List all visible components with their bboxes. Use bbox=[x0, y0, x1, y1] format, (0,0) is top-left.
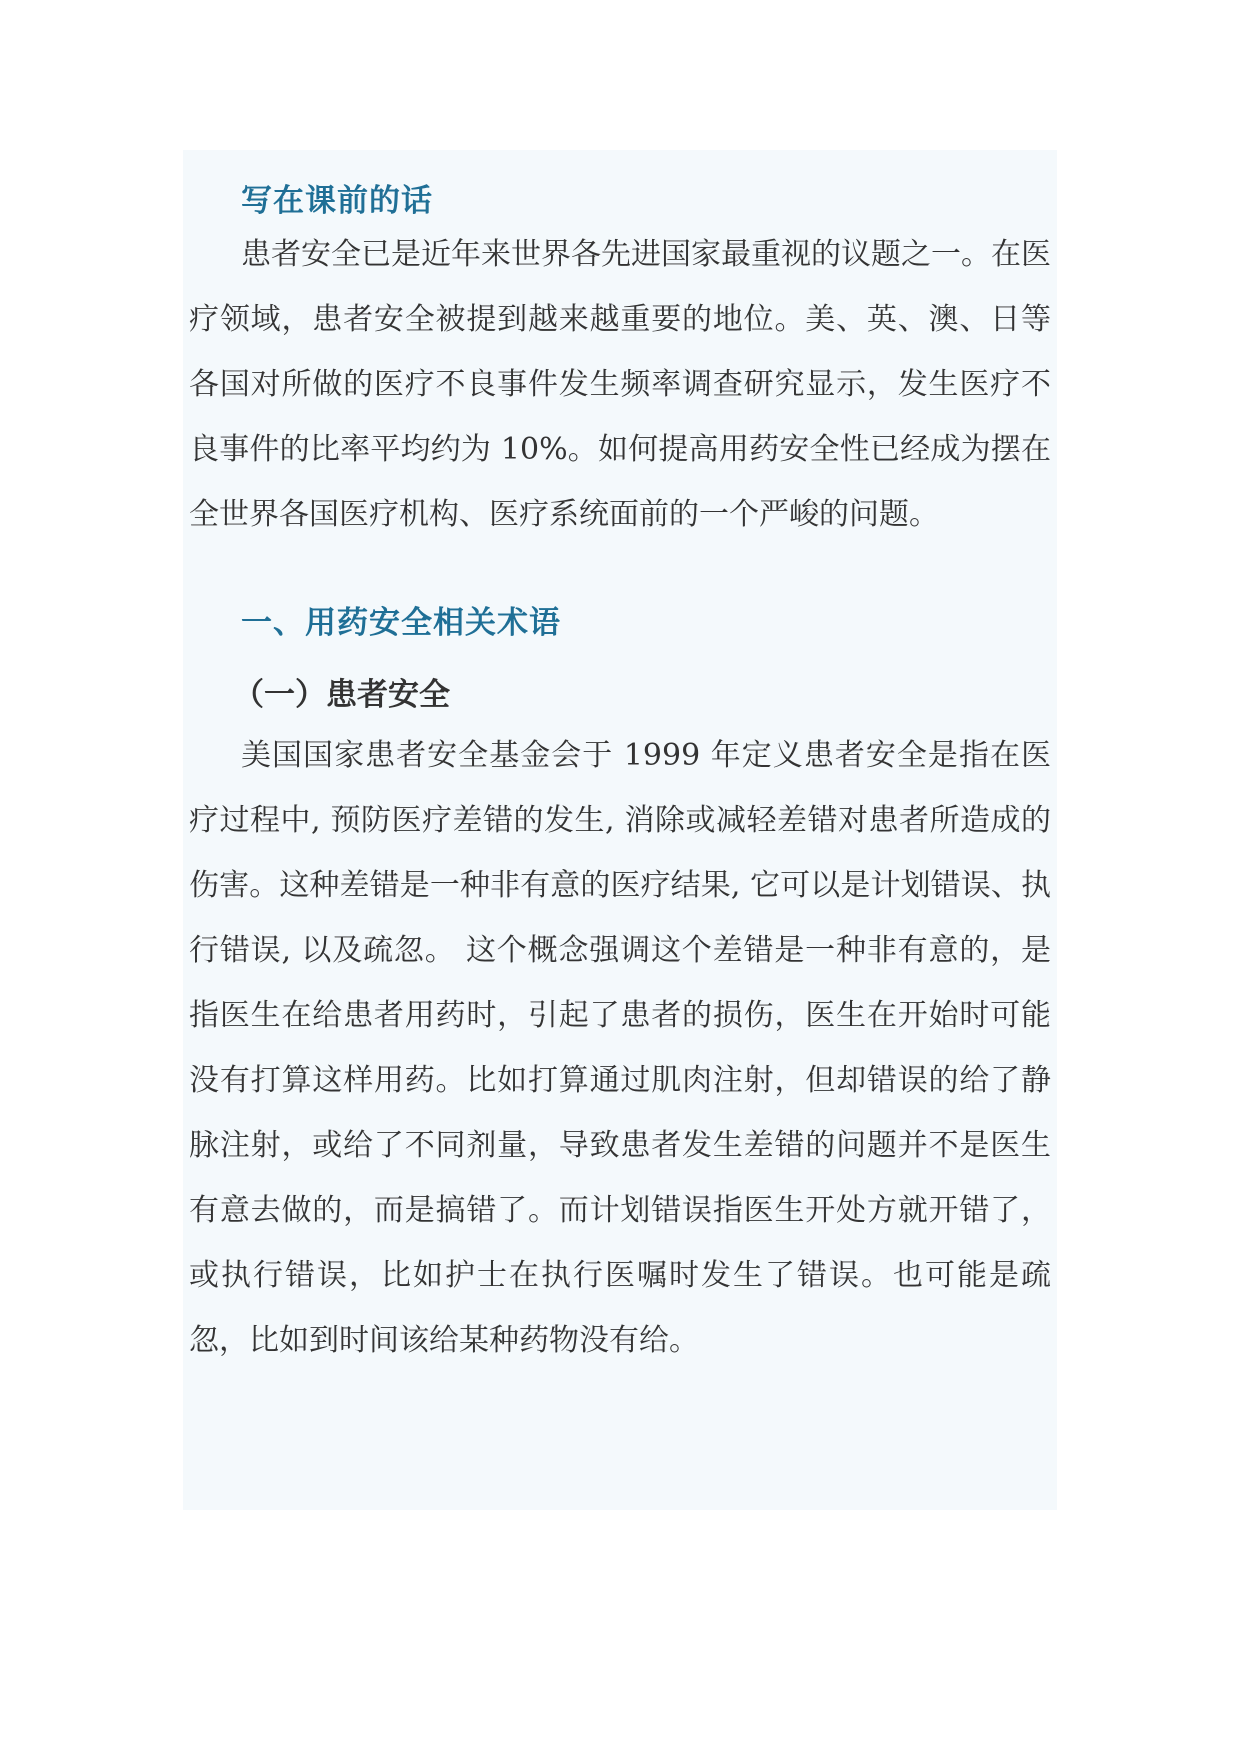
section-title: 一、用药安全相关术语 bbox=[241, 605, 561, 641]
intro-paragraph: 患者安全已是近年来世界各先进国家最重视的议题之一。在医疗领域，患者安全被提到越来越重要的地位。美、英、澳、日等各国对所做的医疗不良事件发生频率调查研究显示，发生医疗不良事件的比率平均约为 10%。如何提高用药安全性已经成为摆在全世界各国医疗机构、医疗系统面前的一个严峻的问题。 bbox=[189, 237, 1051, 532]
content-panel bbox=[183, 150, 1057, 1510]
intro-title: 写在课前的话 bbox=[241, 183, 433, 219]
subsection-title: （一）患者安全 bbox=[233, 677, 450, 713]
subsection-paragraph: 美国国家患者安全基金会于 1999 年定义患者安全是指在医疗过程中, 预防医疗差错的发生, 消除或减轻差错对患者所造成的伤害。这种差错是一种非有意的医疗结果, 它可以是计划错误、执行错误, 以及疏忽。 这个概念强调这个差错是一种非有意的，是指医生在给患者用药时，引起了患者的损伤，医生在开始时可能没有打算这样用药。比如打算通过肌肉注射，但却错误的给了静脉注射，或给了不同剂量，导致患者发生差错的问题并不是医生有意去做的，而是搞错了。而计划错误指医生开处方就开错了，或执行错误，比如护士在执行医嘱时发生了错误。也可能是疏忽，比如到时间该给某种药物没有给。 bbox=[189, 738, 1051, 1358]
